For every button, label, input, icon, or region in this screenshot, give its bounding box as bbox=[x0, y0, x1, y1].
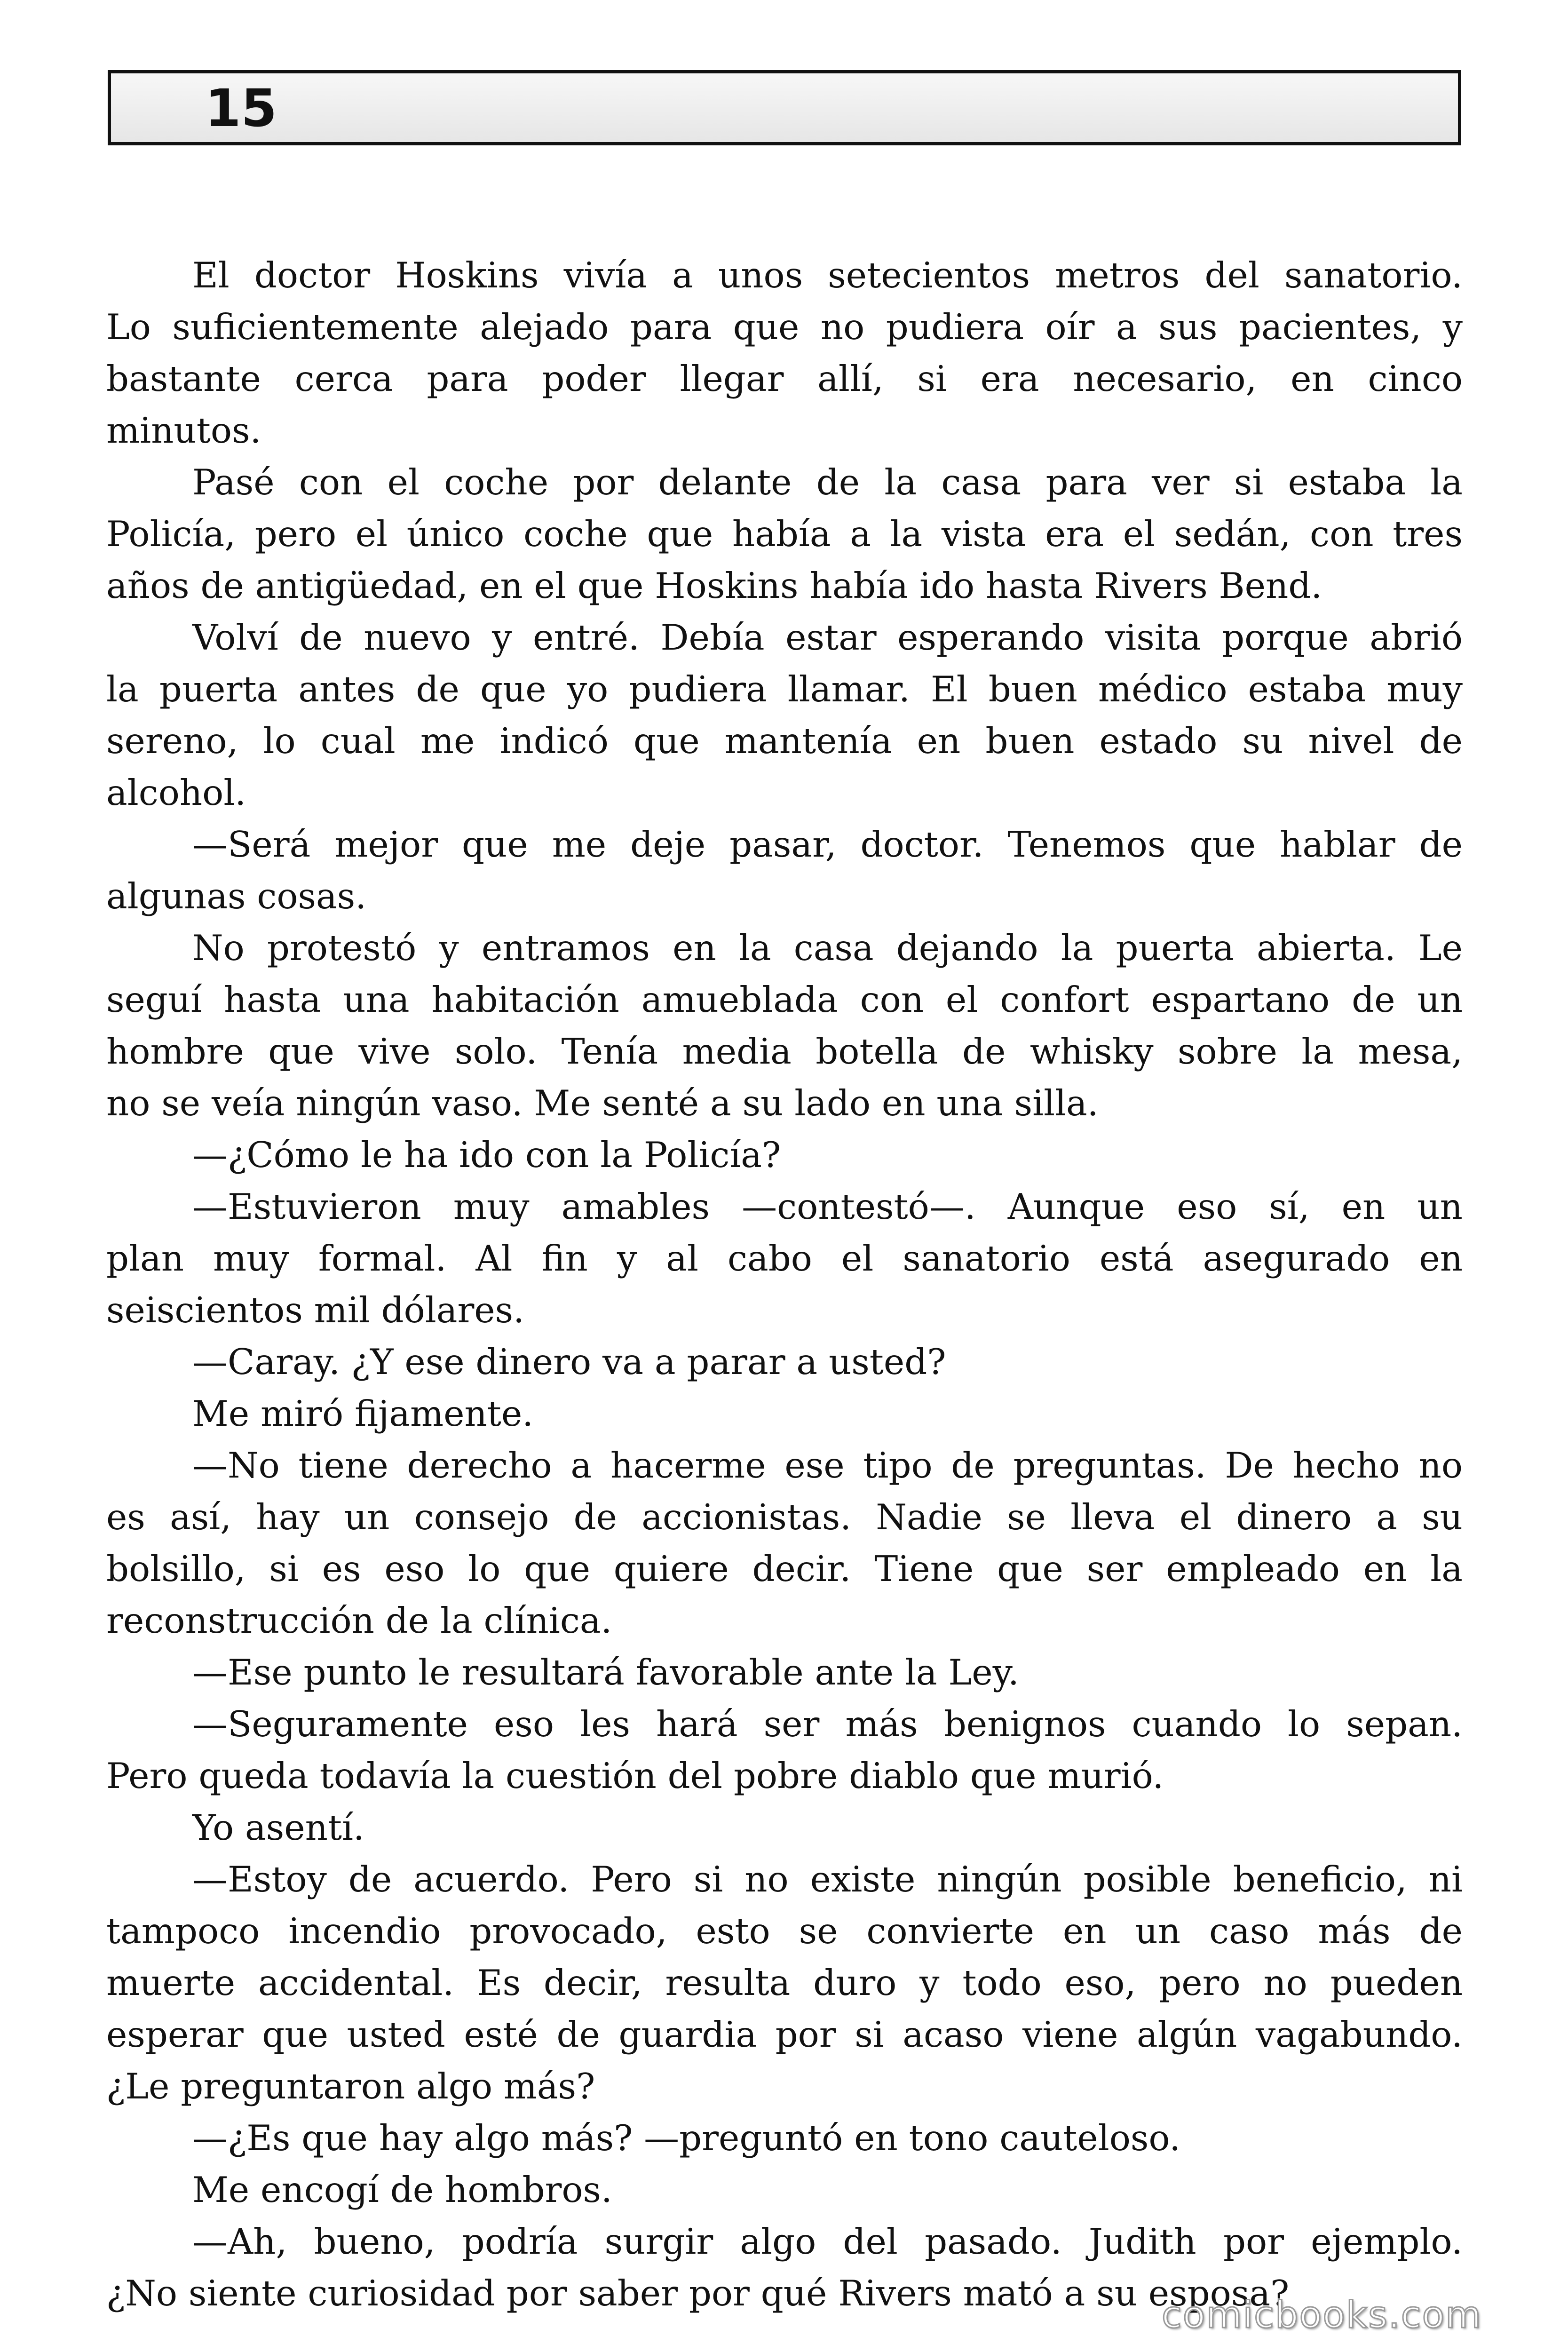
text-line: reconstrucción de la clínica. bbox=[106, 1600, 612, 1641]
chapter-number: 15 bbox=[205, 78, 277, 138]
text-line: —Estoy de acuerdo. Pero si no existe ningún posible beneficio, ni bbox=[192, 1859, 1463, 1900]
text-line: —¿Cómo le ha ido con la Policía? bbox=[192, 1134, 781, 1176]
text-line: —Será mejor que me deje pasar, doctor. Tenemos que hablar de bbox=[192, 824, 1463, 865]
chapter-header bbox=[108, 70, 1461, 145]
text-line: la puerta antes de que yo pudiera llamar. El buen médico estaba muy bbox=[106, 668, 1463, 710]
text-line: —¿Es que hay algo más? —preguntó en tono cauteloso. bbox=[192, 2117, 1181, 2159]
text-line: algunas cosas. bbox=[106, 875, 367, 917]
text-line: Me miró fijamente. bbox=[192, 1393, 534, 1434]
text-line: minutos. bbox=[106, 410, 261, 451]
text-line: Pasé con el coche por delante de la casa para ver si estaba la bbox=[192, 461, 1463, 503]
text-line: No protestó y entramos en la casa dejando la puerta abierta. Le bbox=[192, 927, 1463, 969]
watermark: comicbooks.com bbox=[1162, 2294, 1482, 2336]
text-line: esperar que usted esté de guardia por si acaso viene algún vagabundo. bbox=[106, 2014, 1463, 2055]
text-line: plan muy formal. Al fin y al cabo el sanatorio está asegurado en bbox=[106, 1238, 1463, 1279]
text-line: bolsillo, si es eso lo que quiere decir. Tiene que ser empleado en la bbox=[106, 1548, 1463, 1589]
text-line: —Ese punto le resultará favorable ante la Ley. bbox=[192, 1652, 1019, 1693]
text-line: es así, hay un consejo de accionistas. Nadie se lleva el dinero a su bbox=[106, 1496, 1463, 1538]
text-line: Volví de nuevo y entré. Debía estar esperando visita porque abrió bbox=[192, 617, 1463, 658]
text-line: Me encogí de hombros. bbox=[192, 2169, 612, 2210]
text-line: Lo suficientemente alejado para que no pudiera oír a sus pacientes, y bbox=[106, 306, 1463, 348]
body-text bbox=[106, 249, 1463, 2319]
text-line: ¿Le preguntaron algo más? bbox=[106, 2066, 595, 2107]
text-line: bastante cerca para poder llegar allí, si era necesario, en cinco bbox=[106, 358, 1463, 399]
text-line: tampoco incendio provocado, esto se convierte en un caso más de bbox=[106, 1910, 1463, 1952]
text-line: sereno, lo cual me indicó que mantenía en buen estado su nivel de bbox=[106, 720, 1463, 762]
text-line: no se veía ningún vaso. Me senté a su lado en una silla. bbox=[106, 1082, 1099, 1124]
text-line: —Caray. ¿Y ese dinero va a parar a usted? bbox=[192, 1341, 946, 1383]
text-line: seiscientos mil dólares. bbox=[106, 1289, 525, 1331]
text-line: —Seguramente eso les hará ser más benignos cuando lo sepan. bbox=[192, 1703, 1463, 1745]
text-line: Pero queda todavía la cuestión del pobre diablo que murió. bbox=[106, 1755, 1164, 1796]
text-line: alcohol. bbox=[106, 772, 246, 813]
text-line: —Estuvieron muy amables —contestó—. Aunque eso sí, en un bbox=[192, 1186, 1463, 1227]
text-line: muerte accidental. Es decir, resulta duro y todo eso, pero no pueden bbox=[106, 1962, 1463, 2003]
text-line: Policía, pero el único coche que había a la vista era el sedán, con tres bbox=[106, 513, 1463, 555]
text-line: —No tiene derecho a hacerme ese tipo de preguntas. De hecho no bbox=[192, 1445, 1463, 1486]
text-line: hombre que vive solo. Tenía media botella de whisky sobre la mesa, bbox=[106, 1031, 1463, 1072]
text-line: ¿No siente curiosidad por saber por qué Rivers mató a su esposa? bbox=[106, 2273, 1290, 2314]
text-line: años de antigüedad, en el que Hoskins había ido hasta Rivers Bend. bbox=[106, 565, 1323, 606]
text-line: seguí hasta una habitación amueblada con el confort espartano de un bbox=[106, 979, 1463, 1020]
text-line: El doctor Hoskins vivía a unos setecientos metros del sanatorio. bbox=[192, 254, 1463, 296]
text-line: —Ah, bueno, podría surgir algo del pasado. Judith por ejemplo. bbox=[192, 2221, 1463, 2262]
text-line: Yo asentí. bbox=[192, 1807, 364, 1848]
